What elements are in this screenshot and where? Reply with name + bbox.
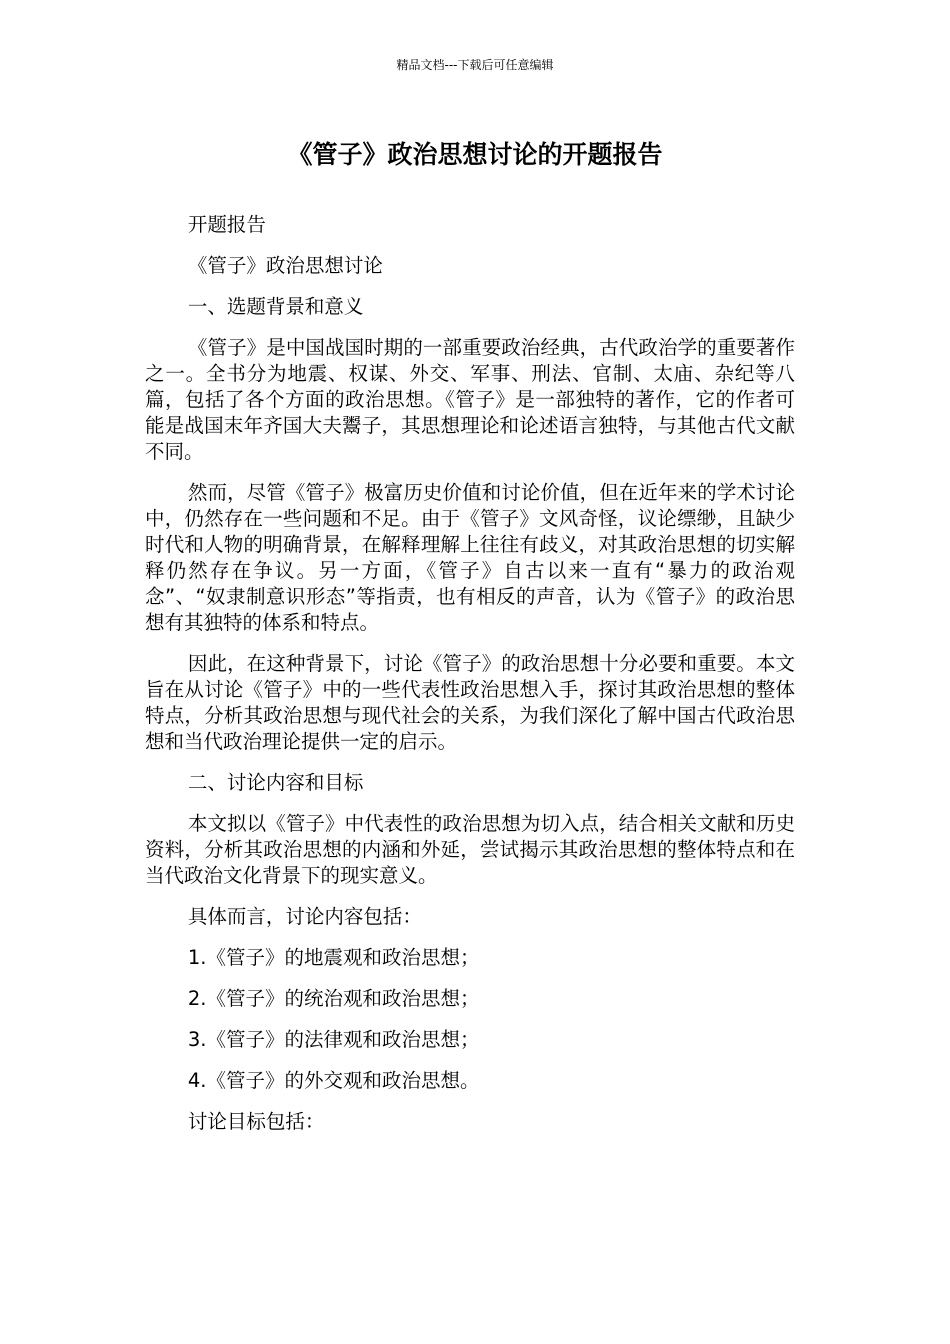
section-heading-background: 一、选题背景和意义	[187, 295, 364, 318]
paragraph-content-1: 本文拟以《管子》中代表性的政治思想为切入点，结合相关文献和历史资料，分析其政治思想的内涵和外延，尝试揭示其政治思想的整体特点和在当代政治文化背景下的现实意义。	[145, 812, 795, 887]
document-title: 《管子》政治思想讨论的开题报告	[287, 140, 663, 169]
header-note: 精品文档---下载后可任意编辑	[396, 58, 554, 72]
document-body	[145, 212, 795, 1150]
list-item-1: 1.《管子》的地震观和政治思想；	[187, 946, 480, 969]
paragraph-background-2: 然而，尽管《管子》极富历史价值和讨论价值，但在近年来的学术讨论中，仍然存在一些问题和不足。由于《管子》文风奇怪，议论缥缈，且缺少时代和人物的明确背景，在解释理解上往往有歧义，对其政治思想的切实解释仍然存在争议。另一方面，《管子》自古以来一直有“暴力的政治观念”、“奴隶制意识形态”等指责，也有相反的声音，认为《管子》的政治思想有其独特的体系和特点。	[145, 481, 795, 634]
paragraph-label-report: 开题报告	[187, 213, 266, 236]
list-item-3: 3.《管子》的法律观和政治思想；	[187, 1028, 480, 1051]
list-item-4: 4.《管子》的外交观和政治思想。	[187, 1069, 480, 1092]
paragraph-content-intro: 具体而言，讨论内容包括：	[187, 905, 422, 928]
paragraph-background-3: 因此，在这种背景下，讨论《管子》的政治思想十分必要和重要。本文旨在从讨论《管子》中的一些代表性政治思想入手，探讨其政治思想的整体特点，分析其政治思想与现代社会的关系，为我们深化了解中国古代政治思想和当代政治理论提供一定的启示。	[145, 652, 795, 753]
paragraph-topic: 《管子》政治思想讨论	[187, 254, 383, 277]
section-heading-content: 二、讨论内容和目标	[187, 771, 364, 794]
list-item-2: 2.《管子》的统治观和政治思想；	[187, 987, 480, 1010]
paragraph-background-1: 《管子》是中国战国时期的一部重要政治经典，古代政治学的重要著作之一。全书分为地震、权谋、外交、军事、刑法、官制、太庙、杂纪等八篇，包括了各个方面的政治思想。《管子》是一部独特的著作，它的作者可能是战国末年齐国大夫鬻子，其思想理论和论述语言独特，与其他古代文献不同。	[145, 336, 795, 463]
paragraph-goals-intro: 讨论目标包括：	[187, 1110, 325, 1133]
